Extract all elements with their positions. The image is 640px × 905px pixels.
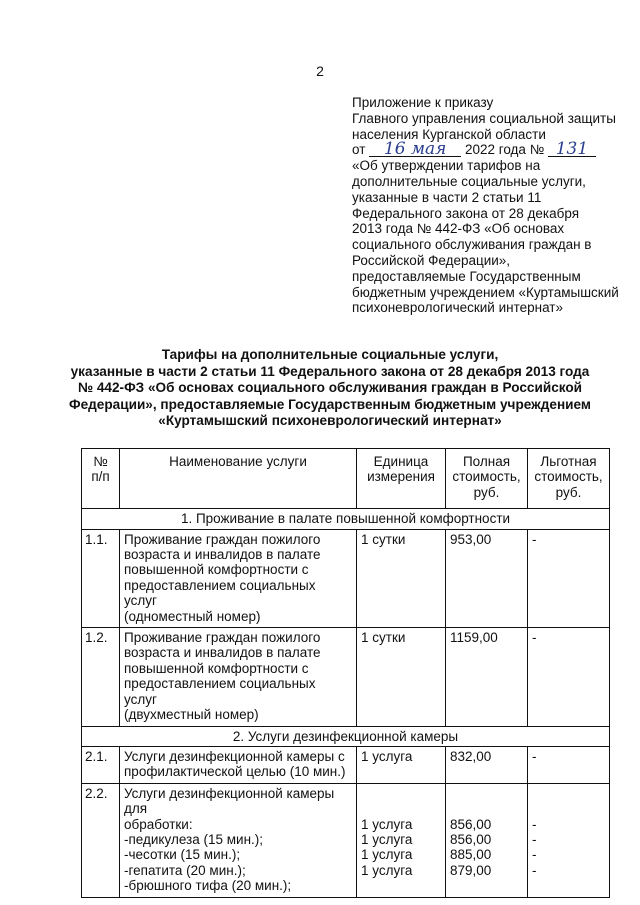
appendix-line: населения Курганской области xyxy=(352,126,546,142)
appendix-line: указанные в части 2 статьи 11 xyxy=(352,189,542,205)
table-row xyxy=(82,529,610,627)
service-name: Проживание граждан пожилого возраста и инвалидов в палате повышенной комфортности с предоставлением социальных услуг (двухместный номер) xyxy=(120,628,357,726)
appendix-line: Российской Федерации», xyxy=(352,252,511,268)
appendix-line: Приложение к приказу xyxy=(352,95,494,110)
full-cost: 832,00 xyxy=(446,746,528,783)
handwritten-order-number: 131 xyxy=(555,139,589,160)
appendix-line: бюджетным учреждением «Куртамышский xyxy=(352,284,619,300)
appendix-line: 2013 года № 442-ФЗ «Об основах xyxy=(352,221,565,237)
appendix-line: Федерального закона от 28 декабря xyxy=(352,205,580,221)
full-cost: 1159,00 xyxy=(446,628,528,726)
appendix-line: предоставляемые Государственным xyxy=(352,268,581,284)
tariffs-table xyxy=(81,448,610,898)
row-number: 2.2. xyxy=(82,783,120,897)
table-row xyxy=(82,628,610,726)
table-row xyxy=(82,783,610,897)
row-number: 1.1. xyxy=(82,529,120,627)
header-full-cost: Полная стоимость, руб. xyxy=(446,449,528,509)
full-cost: 953,00 xyxy=(446,529,528,627)
full-cost: 856,00 856,00 885,00 879,00 xyxy=(446,783,528,897)
unit: 1 сутки xyxy=(357,529,446,627)
section-row xyxy=(82,726,610,746)
section-title: 2. Услуги дезинфекционной камеры xyxy=(82,726,610,746)
header-num: № п/п xyxy=(82,449,120,509)
unit: 1 услуга xyxy=(357,746,446,783)
title-line: указанные в части 2 статьи 11 Федерального закона от 28 декабря 2013 года xyxy=(70,363,590,379)
document-title xyxy=(60,347,600,430)
appendix-line: социального обслуживания граждан в xyxy=(352,237,592,253)
preferential-cost: - xyxy=(528,628,610,726)
appendix-line: дополнительные социальные услуги, xyxy=(352,173,586,189)
table-row xyxy=(82,746,610,783)
section-row xyxy=(82,509,610,529)
title-line: Федерации», предоставляемые Государственным бюджетным учреждением xyxy=(69,396,591,412)
preferential-cost: - - - - xyxy=(528,783,610,897)
row-number: 2.1. xyxy=(82,746,120,783)
table-header-row xyxy=(82,449,610,509)
unit: 1 сутки xyxy=(357,628,446,726)
preferential-cost: - xyxy=(528,746,610,783)
appendix-block xyxy=(352,95,627,316)
page-number: 2 xyxy=(316,63,324,79)
service-name: Проживание граждан пожилого возраста и инвалидов в палате повышенной комфортности с предоставлением социальных услуг (одноместный номер) xyxy=(120,529,357,627)
year-text: 2022 года № xyxy=(464,142,545,158)
appendix-line: «Об утверждении тарифов на xyxy=(352,158,541,174)
appendix-line: Главного управления социальной защиты xyxy=(352,110,616,126)
unit: 1 услуга 1 услуга 1 услуга 1 услуга xyxy=(357,783,446,897)
preferential-cost: - xyxy=(528,529,610,627)
section-title: 1. Проживание в палате повышенной комфортности xyxy=(82,509,610,529)
service-name: Услуги дезинфекционной камеры для обработки: -педикулеза (15 мин.); -чесотки (15 мин.); -гепатита (20 мин.); -брюшного тифа (20 мин.); xyxy=(120,783,357,897)
header-service-name: Наименование услуги xyxy=(120,449,357,509)
title-line: Тарифы на дополнительные социальные услуги, xyxy=(161,347,499,362)
service-name: Услуги дезинфекционной камеры с профилактической целью (10 мин.) xyxy=(120,746,357,783)
handwritten-date: 16 мая xyxy=(383,139,447,160)
header-unit: Единица измерения xyxy=(357,449,446,509)
appendix-line: психоневрологический интернат» xyxy=(352,300,563,316)
title-line: «Куртамышский психоневрологический интернат» xyxy=(158,413,502,429)
appendix-date-line xyxy=(352,139,627,160)
row-number: 1.2. xyxy=(82,628,120,726)
title-line: № 442-ФЗ «Об основах социального обслуживания граждан в Российской xyxy=(77,380,583,396)
header-preferential-cost: Льготная стоимость, руб. xyxy=(528,449,610,509)
date-prefix: от xyxy=(352,142,366,158)
